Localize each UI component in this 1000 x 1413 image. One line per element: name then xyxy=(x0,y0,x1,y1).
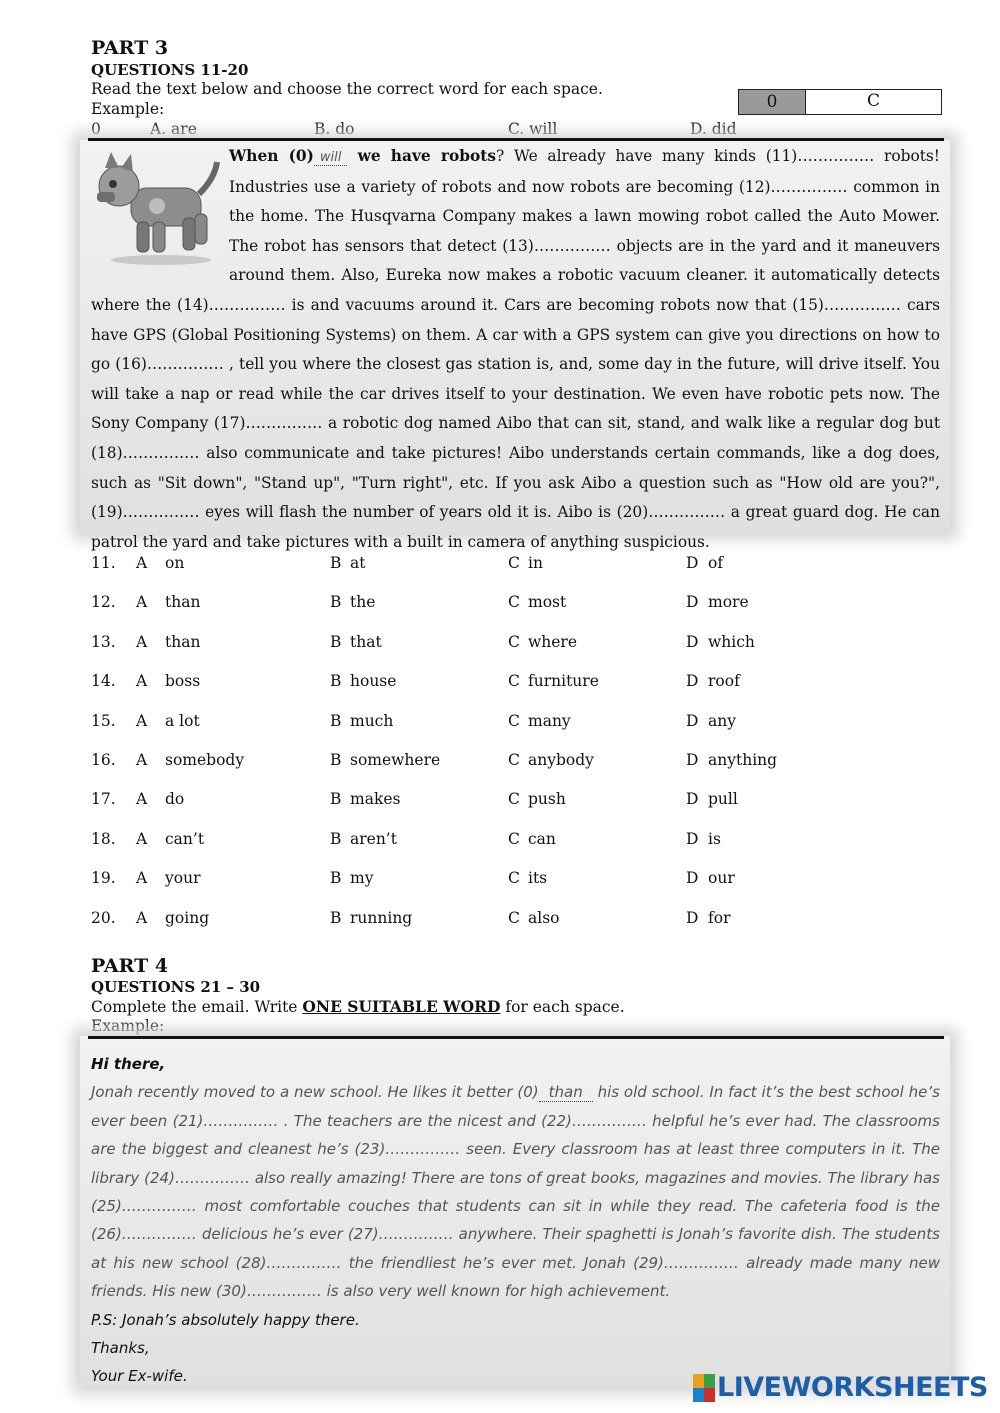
question-number: 12. xyxy=(91,593,116,612)
email-thanks: Thanks, xyxy=(91,1339,150,1358)
question-number: 18. xyxy=(91,829,116,848)
part3-title: PART 3 xyxy=(91,37,169,59)
question-row xyxy=(91,869,940,893)
passage-text: ? We already have many kinds (11)…………… robots! Industries use a variety of robots and now robots are becoming (12)…………… common in the home. The Husqvarna Company makes a lawn mowing robot called the Auto Mower. The robot has sensors that detect (13)…………… objects are in the yard and it maneuvers around them. Also, Eureka now makes a robotic vacuum cleaner. it automatically detects where the (14)…………… is and vacuums around it. Cars are becoming robots now that (15)…………… cars have GPS (Global Positioning Systems) on them. A car with a GPS system can give you directions on how to go (16)…………… , tell you where the closest gas station is, and, some day in the future, will drive itself. You will take a nap or read while the car drives itself to your destination. We even have robotic pets now. The Sony Company (17)…………… a robotic dog named Aibo that can sit, stand, and walk like a regular dog but (18)…………… also communicate and take pictures! Aibo understands certain commands, like a dog does, such as "Sit down", "Stand up", "Turn right", etc. If you ask Aibo a question such as "How old are you?", (19)…………… eyes will flash the number of years old it is. Aibo is (20)…………… a great guard dog. He can patrol the yard and take pictures with a built in camera of anything suspicious. xyxy=(91,147,940,551)
question-number: 11. xyxy=(91,554,116,572)
option-d-letter: D xyxy=(686,632,699,651)
question-row xyxy=(91,672,940,696)
option-b: somewhere xyxy=(350,751,441,769)
option-a: than xyxy=(165,632,201,651)
question-number: 15. xyxy=(91,711,116,730)
option-d-letter: D xyxy=(686,593,699,612)
option-c: many xyxy=(528,711,571,730)
liveworksheets-logo xyxy=(693,1372,988,1403)
option-a: boss xyxy=(165,672,201,691)
question-number: 20. xyxy=(91,908,116,927)
option-a: a lot xyxy=(165,711,200,730)
option-b: makes xyxy=(350,790,401,809)
example-option-b: B. do xyxy=(314,120,355,138)
email-body-pre: Jonah recently moved to a new school. He likes it better (0) xyxy=(91,1083,539,1102)
option-a: on xyxy=(165,554,185,572)
option-b-letter: B xyxy=(330,869,342,888)
example-option-a: A. are xyxy=(150,120,197,138)
option-c: also xyxy=(528,908,560,927)
option-c-letter: C xyxy=(508,672,520,691)
part4-instruction-emphasis: ONE SUITABLE WORD xyxy=(302,997,501,1016)
option-c-letter: C xyxy=(508,632,520,651)
part4-instruction-post: for each space. xyxy=(500,998,625,1016)
option-c-letter: C xyxy=(508,593,520,612)
email-body-rest: his old school. In fact it’s the best school he’s ever been (21)…………… . The teachers are the nicest and (22)…………… helpful he’s ever had. The classrooms are the biggest and cleanest he’s (23)…………… seen. Every classroom has at least three computers in it. The library (24)…………… also really amazing! There are tons of great books, magazines and movies. The library has (25)…………… most comfortable couches that students can sit in while they read. The cafeteria food is the (26)…………… delicious he’s ever (27)…………… anywhere. Their spaghetti is Jonah’s favorite dish. The students at his new school (28)…………… the friendliest he’s ever met. Jonah (29)…………… already made many new friends. His new (30)…………… is also very well known for high achievement. xyxy=(91,1083,940,1301)
option-d: more xyxy=(708,593,749,612)
option-b: running xyxy=(350,908,413,927)
question-row xyxy=(91,790,940,814)
passage-bold-start: When (0) xyxy=(229,147,314,165)
option-d-letter: D xyxy=(686,672,699,691)
option-c: in xyxy=(528,554,543,572)
example-option-c: C. will xyxy=(508,120,558,138)
option-b: my xyxy=(350,869,374,888)
question-number: 14. xyxy=(91,672,116,691)
passage-example-answer: will xyxy=(314,150,347,166)
option-c: where xyxy=(528,632,578,651)
option-a-letter: A xyxy=(136,829,148,848)
option-c: furniture xyxy=(528,672,599,691)
option-a-letter: A xyxy=(136,672,148,691)
part4-example-label: Example: xyxy=(91,1017,165,1035)
option-d-letter: D xyxy=(686,869,699,888)
robot-passage xyxy=(91,142,940,557)
passage-bold-end: we have robots xyxy=(347,147,497,165)
option-c-letter: C xyxy=(508,829,520,848)
option-d-letter: D xyxy=(686,554,699,572)
option-c-letter: C xyxy=(508,869,520,888)
option-c-letter: C xyxy=(508,554,520,572)
option-a: do xyxy=(165,790,185,809)
option-d: is xyxy=(708,829,721,848)
option-a-letter: A xyxy=(136,908,148,927)
option-d: pull xyxy=(708,790,738,809)
option-b: at xyxy=(350,554,366,572)
option-a-letter: A xyxy=(136,554,148,572)
option-c: its xyxy=(528,869,548,888)
robot-dog-image xyxy=(91,148,227,268)
option-c-letter: C xyxy=(508,711,520,730)
logo-icon xyxy=(693,1374,715,1402)
option-a: going xyxy=(165,908,210,927)
option-c: anybody xyxy=(528,751,594,769)
question-row xyxy=(91,830,940,854)
option-b-letter: B xyxy=(330,711,342,730)
example-answer-table xyxy=(738,89,942,115)
option-d: any xyxy=(708,711,736,730)
option-b-letter: B xyxy=(330,672,342,691)
email-signature: Your Ex-wife. xyxy=(91,1367,188,1386)
option-d-letter: D xyxy=(686,711,699,730)
question-number: 17. xyxy=(91,790,116,809)
question-row xyxy=(91,751,940,775)
option-d: of xyxy=(708,554,724,572)
option-c-letter: C xyxy=(508,751,520,769)
option-c-letter: C xyxy=(508,908,520,927)
question-number: 19. xyxy=(91,869,116,888)
option-d-letter: D xyxy=(686,751,699,769)
part3-example-label: Example: xyxy=(91,100,165,118)
email-greeting: Hi there, xyxy=(91,1055,166,1073)
option-d-letter: D xyxy=(686,790,699,809)
option-a: your xyxy=(165,869,201,888)
email-body xyxy=(91,1078,940,1305)
email-top-rule xyxy=(88,1036,944,1039)
part4-title: PART 4 xyxy=(91,955,169,977)
option-a-letter: A xyxy=(136,790,148,809)
question-row xyxy=(91,909,940,933)
question-row xyxy=(91,712,940,736)
question-row xyxy=(91,593,940,617)
option-b: much xyxy=(350,711,394,730)
option-b: that xyxy=(350,632,382,651)
example-option-d: D. did xyxy=(690,120,737,138)
option-a-letter: A xyxy=(136,593,148,612)
option-c-letter: C xyxy=(508,790,520,809)
passage-top-rule xyxy=(88,138,944,141)
option-a: can’t xyxy=(165,829,205,848)
option-a-letter: A xyxy=(136,869,148,888)
option-a-letter: A xyxy=(136,751,148,769)
option-b: house xyxy=(350,672,397,691)
question-row xyxy=(91,633,940,657)
question-number: 16. xyxy=(91,751,116,769)
part4-questions-range: QUESTIONS 21 – 30 xyxy=(91,978,261,996)
email-ps: P.S: Jonah’s absolutely happy there. xyxy=(91,1310,360,1329)
option-b-letter: B xyxy=(330,790,342,809)
option-a: somebody xyxy=(165,751,245,769)
part4-instruction xyxy=(91,997,625,1016)
option-c: can xyxy=(528,829,556,848)
option-b: the xyxy=(350,593,376,612)
option-d: for xyxy=(708,908,731,927)
email-text xyxy=(91,1050,940,1391)
option-b-letter: B xyxy=(330,632,342,651)
question-number: 13. xyxy=(91,632,116,651)
part3-instruction: Read the text below and choose the correct word for each space. xyxy=(91,80,603,98)
part3-questions-range: QUESTIONS 11-20 xyxy=(91,61,249,79)
option-d-letter: D xyxy=(686,908,699,927)
option-b-letter: B xyxy=(330,908,342,927)
part4-instruction-pre: Complete the email. Write xyxy=(91,998,303,1016)
example-number: 0 xyxy=(739,90,806,114)
email-example-answer: than xyxy=(539,1083,593,1102)
example-row-num: 0 xyxy=(91,120,101,138)
option-a: than xyxy=(165,593,201,612)
option-d: roof xyxy=(708,672,740,691)
option-d: our xyxy=(708,869,735,888)
option-d-letter: D xyxy=(686,829,699,848)
option-b: aren’t xyxy=(350,829,397,848)
example-answer: C xyxy=(866,91,880,111)
option-b-letter: B xyxy=(330,751,342,769)
logo-text: LIVEWORKSHEETS xyxy=(717,1372,988,1403)
option-d: which xyxy=(708,632,755,651)
option-b-letter: B xyxy=(330,593,342,612)
option-b-letter: B xyxy=(330,829,342,848)
question-row xyxy=(91,554,940,578)
option-a-letter: A xyxy=(136,711,148,730)
option-b-letter: B xyxy=(330,554,342,572)
option-d: anything xyxy=(708,751,778,769)
option-a-letter: A xyxy=(136,632,148,651)
option-c: most xyxy=(528,593,567,612)
option-c: push xyxy=(528,790,566,809)
